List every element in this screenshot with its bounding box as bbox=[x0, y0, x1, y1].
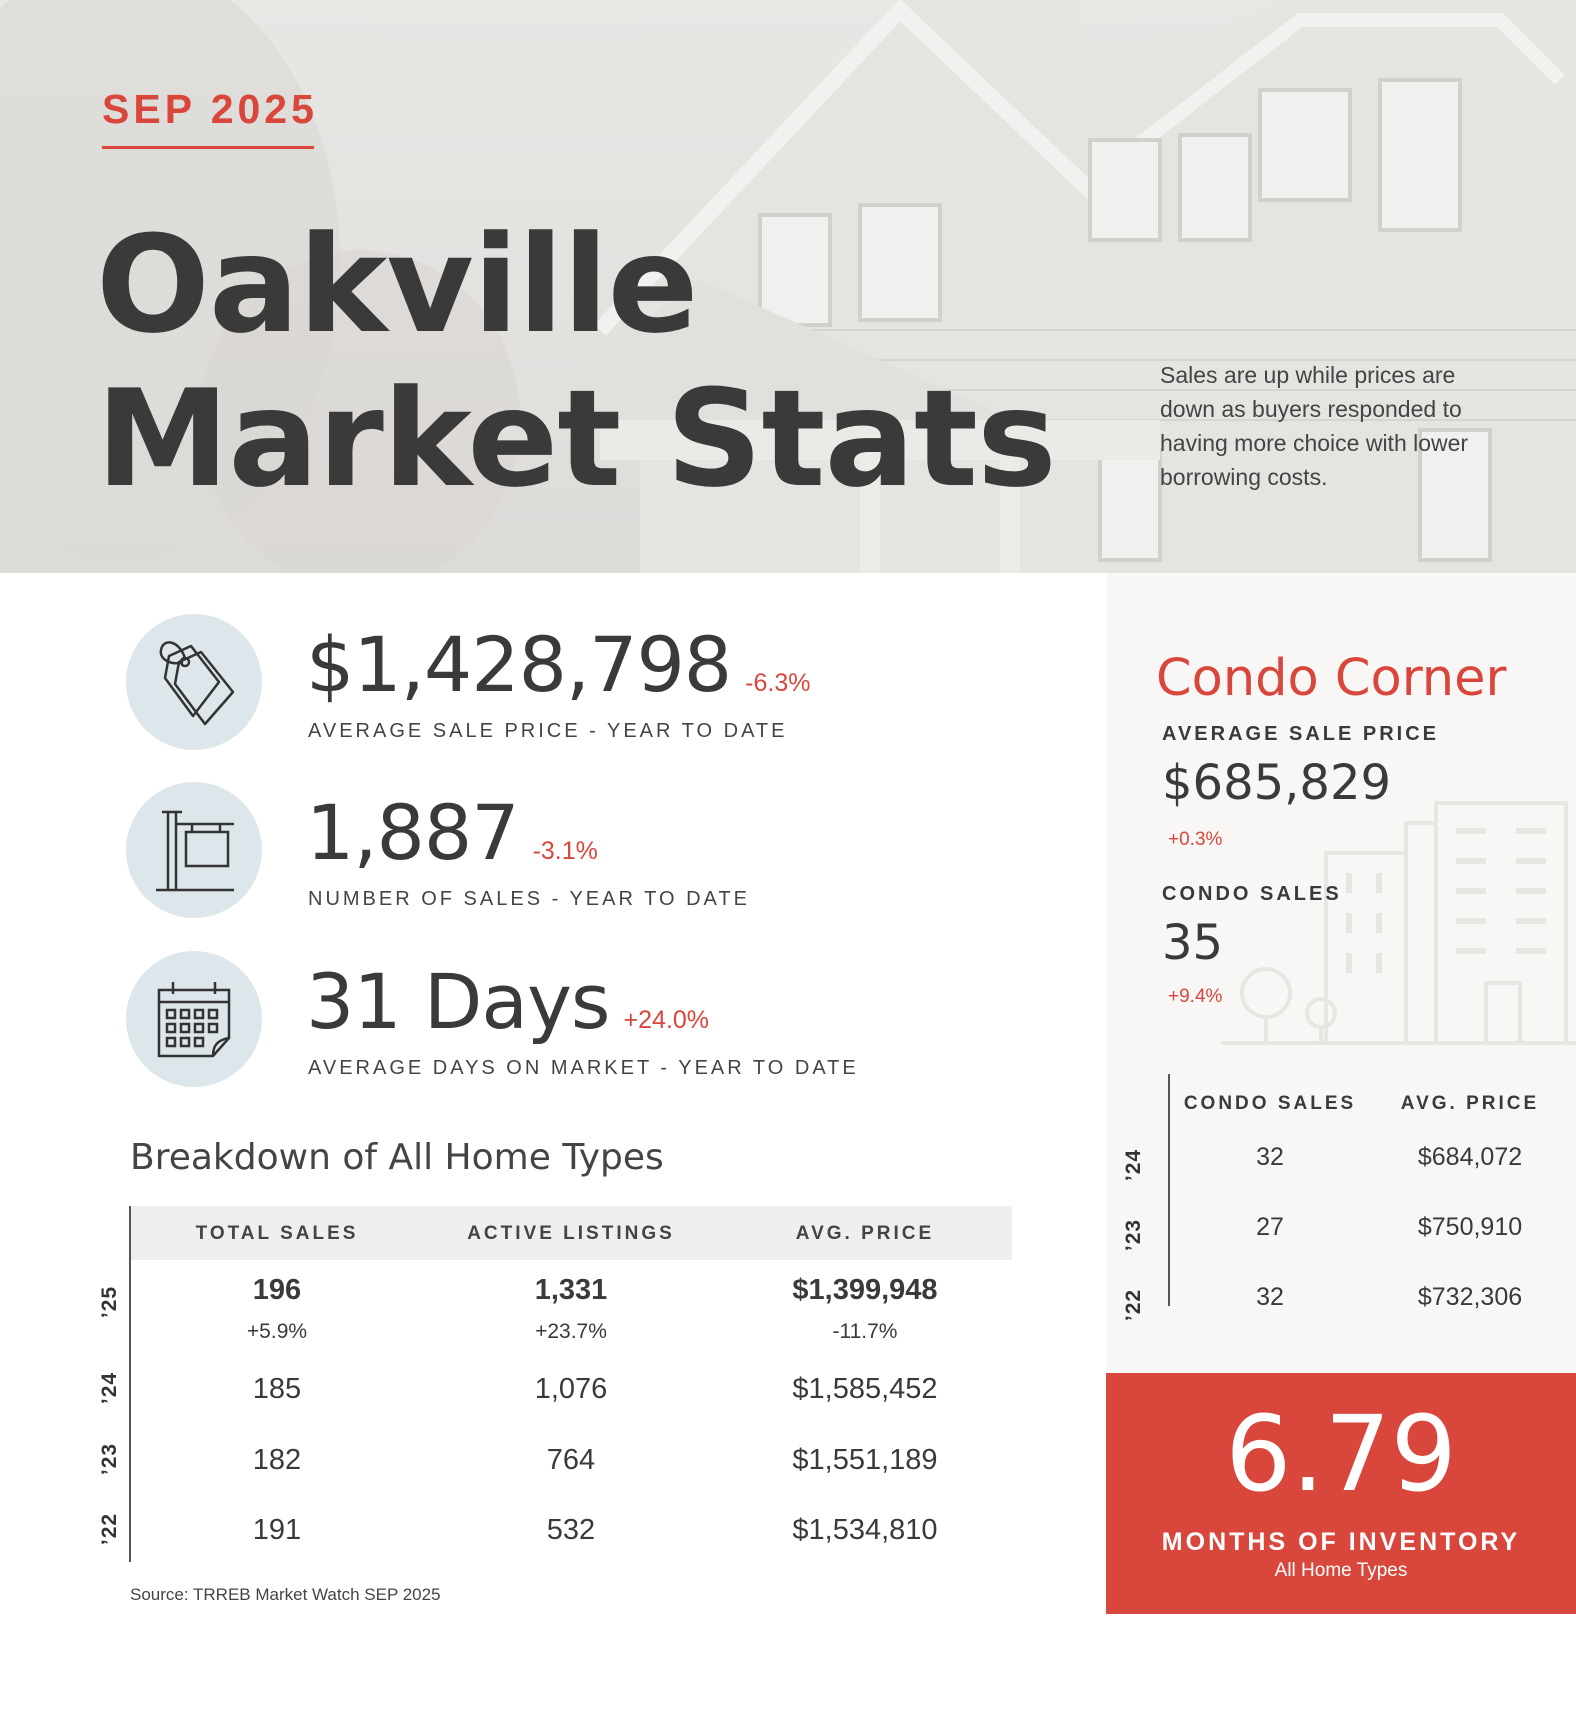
condo-sales-label: CONDO SALES bbox=[1162, 883, 1342, 905]
condo-row-year-label: ’24 bbox=[1122, 1148, 1145, 1182]
table-cell: 191 bbox=[252, 1514, 302, 1546]
kpi-average-sale-price bbox=[126, 614, 1066, 754]
page-title-line-1: Oakville bbox=[96, 207, 698, 363]
page-title bbox=[96, 208, 1056, 516]
row-year-label: ’24 bbox=[98, 1371, 121, 1405]
kpi-label: AVERAGE DAYS ON MARKET - YEAR TO DATE bbox=[308, 1057, 859, 1079]
condo-corner-title: Condo Corner bbox=[1156, 649, 1507, 708]
kpi-change: -3.1% bbox=[532, 837, 598, 865]
inventory-value: 6.79 bbox=[1225, 1393, 1457, 1515]
table-cell-change: +23.7% bbox=[535, 1320, 607, 1343]
intro-text: Sales are up while prices are down as buyers responded to having more choice with lower borrowing costs. bbox=[1160, 362, 1469, 490]
kpi-days-on-market bbox=[126, 951, 1066, 1091]
condo-avg-price-value: $685,829 bbox=[1162, 755, 1392, 811]
condo-column-header-sales: CONDO SALES bbox=[1183, 1093, 1357, 1114]
table-cell: $1,551,189 bbox=[792, 1444, 938, 1476]
kpi-label: NUMBER OF SALES - YEAR TO DATE bbox=[308, 888, 750, 910]
kpi-change: +24.0% bbox=[623, 1006, 710, 1034]
table-cell: 1,331 bbox=[534, 1274, 608, 1306]
table-cell: 196 bbox=[252, 1274, 302, 1306]
breakdown-table-header bbox=[131, 1206, 1012, 1260]
inventory-subtitle: All Home Types bbox=[1274, 1560, 1408, 1581]
condo-column-header-avg-price: AVG. PRICE bbox=[1400, 1093, 1540, 1114]
price-tag-icon bbox=[149, 632, 239, 732]
condo-row-year-label: ’23 bbox=[1122, 1218, 1145, 1252]
condo-sales-value: 35 bbox=[1162, 915, 1224, 971]
calendar-icon bbox=[151, 976, 237, 1062]
table-cell: $1,585,452 bbox=[792, 1373, 938, 1405]
condo-table-cell: 32 bbox=[1256, 1283, 1284, 1311]
table-cell: $1,534,810 bbox=[792, 1514, 938, 1546]
condo-table-cell: 32 bbox=[1256, 1143, 1284, 1171]
page-title-line-2: Market Stats bbox=[96, 361, 1056, 517]
row-year-label: ’23 bbox=[98, 1442, 121, 1476]
kpi-icon-circle bbox=[126, 614, 262, 750]
kpi-icon-circle bbox=[126, 782, 262, 918]
hero-banner bbox=[0, 0, 1576, 573]
for-sale-sign-icon bbox=[146, 802, 242, 898]
table-cell: 532 bbox=[546, 1514, 596, 1546]
table-cell: 182 bbox=[252, 1444, 302, 1476]
row-year-label: ’22 bbox=[98, 1512, 121, 1546]
kpi-value: 1,887 bbox=[306, 788, 519, 877]
kpi-change: -6.3% bbox=[745, 669, 811, 697]
breakdown-title: Breakdown of All Home Types bbox=[130, 1137, 664, 1178]
table-cell-change: +5.9% bbox=[246, 1320, 308, 1343]
condo-table-cell: $684,072 bbox=[1417, 1143, 1523, 1171]
condo-avg-price-label: AVERAGE SALE PRICE bbox=[1162, 723, 1439, 745]
table-cell: 185 bbox=[252, 1373, 302, 1405]
condo-corner-panel bbox=[1106, 573, 1576, 1373]
kpi-icon-circle bbox=[126, 951, 262, 1087]
report-date: SEP 2025 bbox=[102, 86, 318, 132]
table-cell: 764 bbox=[546, 1444, 596, 1476]
kpi-value: $1,428,798 bbox=[306, 620, 732, 709]
kpi-value: 31 Days bbox=[306, 957, 610, 1046]
date-underline bbox=[102, 146, 314, 149]
months-of-inventory-box bbox=[1106, 1373, 1576, 1614]
condo-table-cell: $732,306 bbox=[1417, 1283, 1523, 1311]
condo-sales-change: +9.4% bbox=[1168, 986, 1223, 1007]
table-cell: $1,399,948 bbox=[792, 1274, 938, 1306]
column-header-avg-price: AVG. PRICE bbox=[795, 1223, 935, 1244]
table-cell: 1,076 bbox=[534, 1373, 608, 1405]
row-year-label: ’25 bbox=[98, 1285, 121, 1319]
condo-row-year-label: ’22 bbox=[1122, 1288, 1145, 1322]
kpi-label: AVERAGE SALE PRICE - YEAR TO DATE bbox=[308, 720, 788, 742]
condo-table-cell: $750,910 bbox=[1417, 1213, 1523, 1241]
column-header-total-sales: TOTAL SALES bbox=[195, 1223, 359, 1244]
condo-avg-price-change: +0.3% bbox=[1168, 829, 1223, 850]
inventory-label: MONTHS OF INVENTORY bbox=[1161, 1528, 1521, 1556]
column-header-active-listings: ACTIVE LISTINGS bbox=[467, 1223, 675, 1244]
condo-table-cell: 27 bbox=[1256, 1213, 1284, 1241]
table-cell-change: -11.7% bbox=[832, 1320, 898, 1343]
kpi-number-of-sales bbox=[126, 782, 1066, 922]
source-note: Source: TRREB Market Watch SEP 2025 bbox=[130, 1585, 441, 1604]
